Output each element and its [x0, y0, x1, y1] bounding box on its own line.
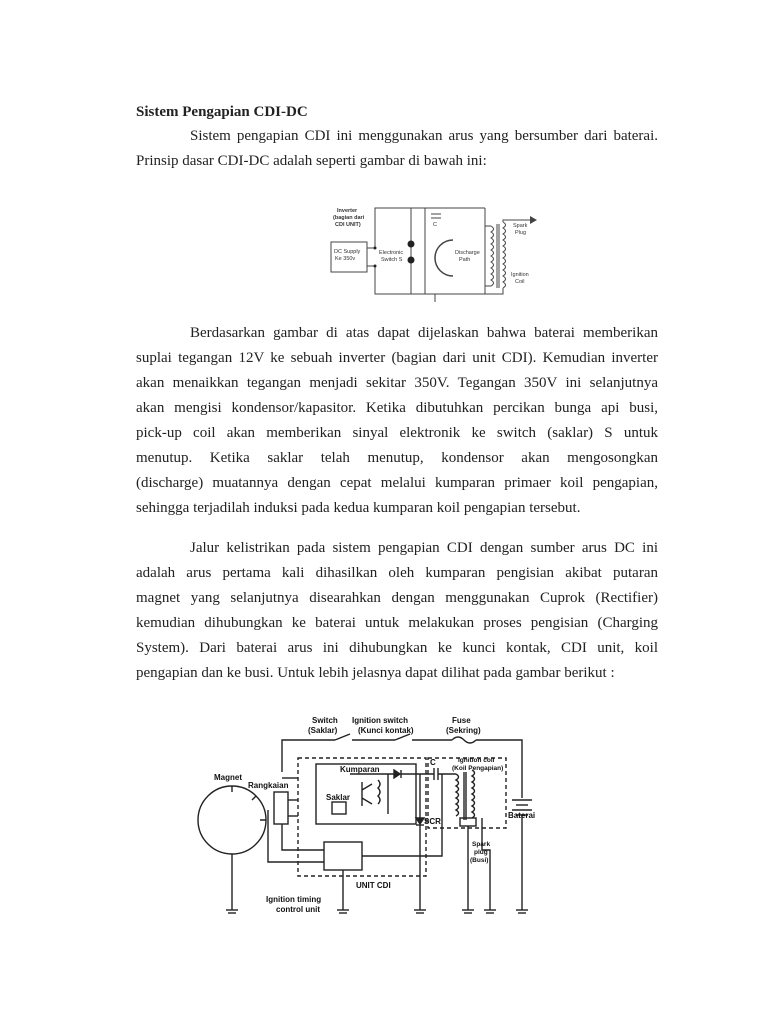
paragraph-explanation: [136, 321, 658, 521]
dc-supply-label: DC Supply: [334, 249, 361, 255]
magnet-label: Magnet: [214, 773, 242, 782]
svg-text:(Saklar): (Saklar): [308, 726, 338, 735]
cdi-dc-principle-diagram: [325, 196, 545, 308]
paragraph-line: akan menaikkan tegangan menjadi sekitar 350V. Tegangan 350V ini selanjutnya: [136, 375, 658, 391]
spark-arrow-icon: [530, 216, 537, 224]
paragraph-line: Prinsip dasar CDI-DC adalah seperti gambar di bawah ini:: [136, 153, 487, 169]
discharge-label: Discharge: [455, 250, 480, 256]
svg-text:control unit: control unit: [276, 905, 320, 914]
scr-label: SCR: [424, 817, 441, 826]
svg-text:Path: Path: [459, 257, 471, 263]
svg-text:(bagian dari: (bagian dari: [333, 215, 365, 221]
ignition-coil-label: Ignition coil: [458, 757, 495, 764]
paragraph-line: adalah arus pertama kali dihasilkan oleh kumparan pengisian akibat putaran: [136, 565, 658, 581]
saklar-box: [332, 802, 346, 814]
rangkaian-label: Rangkaian: [248, 781, 289, 790]
discharge-path-arc: [435, 240, 453, 276]
switch-label: Electronic: [379, 250, 404, 256]
spark-plug-label: Spark: [472, 841, 491, 848]
svg-text:(Koil Pengapian): (Koil Pengapian): [452, 765, 504, 772]
svg-text:plug: plug: [474, 849, 488, 856]
svg-text:(Kunci kontak): (Kunci kontak): [358, 726, 414, 735]
paragraph-intro: [136, 124, 658, 174]
switch-contact-top: [408, 241, 415, 248]
svg-text:Coil: Coil: [515, 279, 525, 285]
spark-plug-label: Spark: [513, 223, 528, 229]
paragraph-line: menutup. Ketika saklar telah menutup, kondensor akan mengosongkan: [136, 450, 658, 466]
svg-text:CDI UNIT): CDI UNIT): [335, 222, 361, 228]
paragraph-line: akan mengisi kondensor/kapasitor. Ketika dibutuhkan percikan bunga api busi,: [136, 400, 658, 416]
paragraph-line: kemudian dihubungkan ke baterai untuk melakukan proses pengisian (Charging: [136, 615, 658, 631]
timing-unit-label: Ignition timing: [266, 895, 322, 904]
ignition-coil-label: Ignition: [511, 272, 529, 278]
svg-text:(Sekring): (Sekring): [446, 726, 481, 735]
paragraph-line: Sistem pengapian CDI ini menggunakan arus yang bersumber dari baterai.: [190, 128, 658, 144]
ground-symbols: [226, 910, 528, 913]
paragraph-line: (discharge) muatannya dengan cepat melalui kumparan primaer koil pengapian,: [136, 475, 658, 491]
paragraph-line: System). Dari baterai arus ini dihubungkan ke kunci kontak, CDI unit, koil: [136, 640, 658, 656]
switch-contact-bottom: [408, 257, 415, 264]
inverter-label: Inverter: [337, 208, 358, 214]
coil-terminal: [460, 818, 476, 826]
rangkaian-pickup: [274, 792, 288, 824]
fuse-label: Fuse: [452, 716, 471, 725]
timing-control-box: [324, 842, 362, 870]
ignition-coil-secondary: [472, 770, 475, 818]
kumparan-label: Kumparan: [340, 765, 380, 774]
svg-text:(Busi): (Busi): [470, 857, 489, 864]
section-heading: Sistem Pengapian CDI-DC: [136, 104, 308, 120]
switch-label: Switch: [312, 716, 338, 725]
primary-coil: [491, 226, 494, 286]
svg-text:Switch S: Switch S: [381, 257, 403, 263]
capacitor-label: C: [430, 758, 436, 767]
paragraph-line: Berdasarkan gambar di atas dapat dijelaskan bahwa baterai memberikan: [190, 325, 658, 341]
cdi-dc-wiring-diagram: [190, 710, 550, 922]
unit-cdi-label: UNIT CDI: [356, 881, 391, 890]
paragraph-circuit-path: [136, 536, 658, 686]
ignition-coil-primary: [456, 774, 459, 816]
paragraph-line: Jalur kelistrikan pada sistem pengapian CDI dengan sumber arus DC ini: [190, 540, 658, 556]
paragraph-line: pengapian dan ke busi. Untuk lebih jelasnya dapat dilihat pada gambar berikut :: [136, 665, 615, 681]
paragraph-line: sehingga terjadilah induksi pada kedua kumparan koil pengapian tersebut.: [136, 500, 581, 516]
fuse-symbol: [452, 737, 476, 743]
paragraph-line: magnet yang selanjutnya disearahkan dengan menggunakan Cuprok (Rectifier): [136, 590, 658, 606]
paragraph-line: suplai tegangan 12V ke sebuah inverter (bagian dari unit CDI). Kemudian inverter: [136, 350, 658, 366]
secondary-coil: [503, 222, 506, 288]
baterai-label: Baterai: [508, 811, 536, 820]
paragraph-line: pick-up coil akan memberikan sinyal elektronik ke switch (saklar) S untuk: [136, 425, 658, 441]
capacitor-label: C: [433, 222, 437, 228]
svg-text:Ke 350v: Ke 350v: [335, 256, 356, 262]
saklar-label: Saklar: [326, 793, 351, 802]
svg-text:Plug: Plug: [515, 230, 527, 236]
ignition-switch-label: Ignition switch: [352, 716, 408, 725]
